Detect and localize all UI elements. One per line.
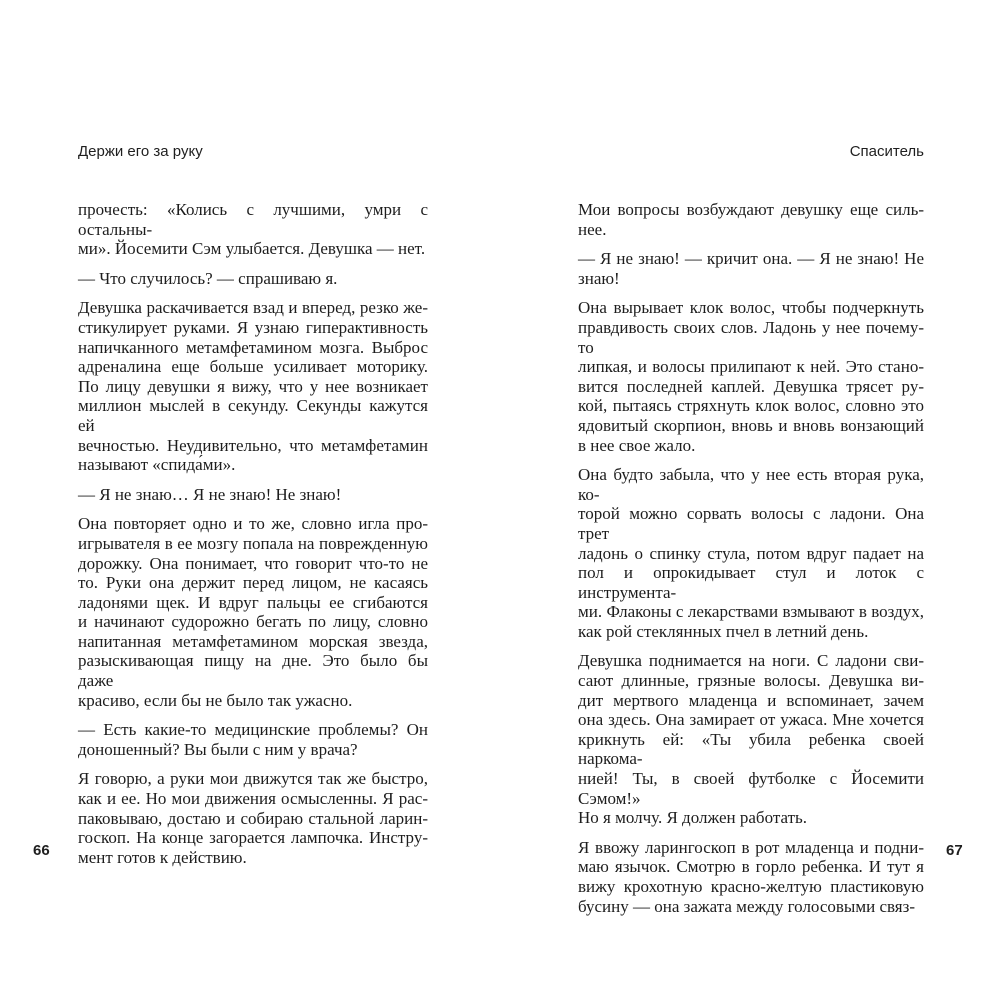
text-line: игрывателя в ее мозгу попала на поврежденную <box>78 533 428 553</box>
text-line: ми». Йосемити Сэм улыбается. Девушка — нет. <box>78 239 426 259</box>
paragraph <box>578 200 924 239</box>
text-line: Девушка раскачивается взад и вперед, резко же- <box>78 298 428 318</box>
text-line: Девушка поднимается на ноги. С ладони сви- <box>578 651 924 671</box>
text-line: вижу крохотную красно-желтую пластиковую <box>578 877 924 896</box>
text-line: красиво, если бы не было так ужасно. <box>78 690 353 710</box>
paragraph <box>78 269 428 289</box>
right-page <box>578 143 924 916</box>
paragraph <box>78 298 428 474</box>
running-head-left: Держи его за руку <box>78 143 203 160</box>
text-line: Она будто забыла, что у нее есть вторая рука, ко- <box>578 465 924 504</box>
text-line: Она повторяет одно и то же, словно игла про- <box>78 514 428 534</box>
text-line: паковываю, достаю и собираю стальной ларин- <box>78 808 428 828</box>
paragraph <box>78 720 428 759</box>
text-line: сают длинные, грязные волосы. Девушка ви- <box>578 671 924 691</box>
text-line: — Что случилось? — спрашиваю я. <box>78 268 338 288</box>
text-line: маю язычок. Смотрю в горло ребенка. И тут я <box>578 857 924 877</box>
text-line: миллион мыслей в секунду. Секунды кажутся ей <box>78 396 428 435</box>
text-line: дорожку. Она понимает, что говорит что-то не <box>78 553 428 573</box>
text-line: прочесть: «Колись с лучшими, умри с остальны- <box>78 200 428 239</box>
text-line: доношенный? Вы были с ним у врача? <box>78 739 358 759</box>
text-line: то. Руки она держит перед лицом, не касаясь <box>78 573 428 593</box>
text-line: разыскивающая пищу на дне. Это было бы даже <box>78 651 428 691</box>
text-line: мент готов к действию. <box>78 847 247 867</box>
text-line: ладонь о спинку стула, потом вдруг падает на <box>578 543 924 563</box>
text-line: ми. Флаконы с лекарствами взмывают в воздух, <box>578 602 924 622</box>
paragraph <box>578 249 924 288</box>
left-page-body <box>78 200 428 867</box>
paragraph <box>578 838 924 916</box>
text-line: — Я не знаю… Я не знаю! Не знаю! <box>78 484 342 504</box>
text-line: бусину — она зажата между голосовыми связ- <box>578 896 916 916</box>
paragraph <box>578 651 924 827</box>
text-line: липкая, и волосы прилипают к ней. Это стано- <box>578 357 924 377</box>
text-line: как рой стеклянных пчел в летний день. <box>578 621 869 641</box>
text-line: Но я молчу. Я должен работать. <box>578 808 808 828</box>
text-line: Я ввожу ларингоскоп в рот младенца и подни- <box>578 837 924 857</box>
paragraph <box>578 298 924 455</box>
text-line: крикнуть ей: «Ты убила ребенка своей наркома- <box>578 729 924 769</box>
text-line: Она вырывает клок волос, чтобы подчеркнуть <box>578 298 924 318</box>
text-line: кой, пытаясь стряхнуть клок волос, словно это <box>578 396 924 416</box>
text-line: в нее свое жало. <box>578 435 696 455</box>
text-line: По лицу девушки я вижу, что у нее возникает <box>78 376 428 396</box>
text-line: вечностью. Неудивительно, что метамфетамин <box>78 435 428 455</box>
left-page <box>78 143 428 867</box>
text-line: ладонями щек. И вдруг пальцы ее сгибаются <box>78 592 428 612</box>
paragraph <box>78 200 428 259</box>
text-line: ядовитый скорпион, вновь и вновь вонзающий <box>578 415 924 435</box>
text-line: пол и опрокидывает стул и лоток с инструмента- <box>578 563 924 602</box>
text-line: правдивость своих слов. Ладонь у нее почему-то <box>578 317 924 357</box>
text-line: Я говорю, а руки мои движутся так же быстро, <box>78 769 428 789</box>
text-line: как и ее. Но мои движения осмысленны. Я рас- <box>78 789 428 809</box>
text-line: Мои вопросы возбуждают девушку еще силь- <box>578 200 924 219</box>
text-line: знаю! <box>578 268 620 288</box>
text-line: она здесь. Она замирает от ужаса. Мне хочется <box>578 710 924 730</box>
text-line: госкоп. На конце загорается лампочка. Инстру- <box>78 828 428 848</box>
text-line: напитанная метамфетамином морская звезда, <box>78 631 428 651</box>
right-page-body <box>578 200 924 916</box>
text-line: торой можно сорвать волосы с ладони. Она трет <box>578 504 924 543</box>
text-line: нее. <box>578 219 607 239</box>
text-line: дит мертвого младенца и вспоминает, зачем <box>578 690 924 710</box>
text-line: стикулирует руками. Я узнаю гиперактивность <box>78 317 428 337</box>
page-number-left: 66 <box>33 842 50 859</box>
page-number-right: 67 <box>946 842 963 859</box>
text-line: вится последней каплей. Девушка трясет ру- <box>578 376 924 396</box>
text-line: — Я не знаю! — кричит она. — Я не знаю! Не <box>578 249 924 269</box>
paragraph <box>78 769 428 867</box>
text-line: называют «спида́ми». <box>78 455 236 475</box>
text-line: и начинают судорожно бегать по лицу, словно <box>78 612 428 632</box>
paragraph <box>78 514 428 710</box>
text-line: адреналина еще больше усиливает моторику. <box>78 357 428 377</box>
running-head-right: Спаситель <box>849 143 924 160</box>
paragraph <box>578 465 924 641</box>
text-line: нией! Ты, в своей футболке с Йосемити Сэмом!» <box>578 769 924 808</box>
text-line: напичканного метамфетамином мозга. Выброс <box>78 337 428 357</box>
text-line: — Есть какие-то медицинские проблемы? Он <box>78 720 428 740</box>
paragraph <box>78 485 428 505</box>
